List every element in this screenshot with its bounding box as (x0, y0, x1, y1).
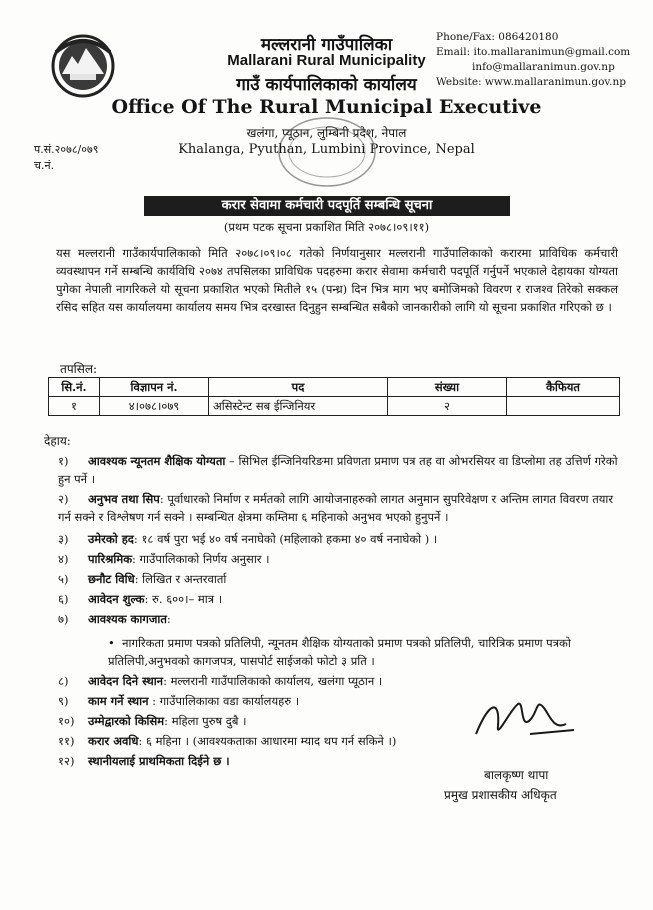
notice-paragraph: यस मल्लरानी गाउँकार्यपालिकाको मिति २०७८।०९।०८ गतेको निर्णयानुसार मल्लरानी गाउँपालिकाको करारमा प्राविधिक कर्मचारी व्यवस्थापन गर्ने सम्बन्धि कार्यविधि २०७४ तपसिलका प्राविधिक पदहरुमा करार सेवामा कर्मचारी पदपूर्ति गर्नुपर्ने भएकाले देहायका योग्यता पुगेका नेपाली नागरिकले यो सूचना प्रकाशित भएको मितीले १५ (पन्ध्र) दिन भित्र माग भए बमोजिमको विवरण र राजश्व तिरेको सक्कल रसिद सहित यस कार्यालयमा कार्यालय समय भित्र दरखास्त दिनुहुन सम्बन्धित सबैको जानकारीको लागि यो सूचना प्रकाशित गरिएको छ । (56, 246, 618, 314)
requirement-item (58, 672, 618, 690)
cell-count: २ (388, 397, 507, 416)
table-row (49, 397, 620, 416)
item-text: : गाउँपालिकाको निर्णय अनुसार । (132, 552, 270, 566)
item-number: ८) (58, 674, 69, 688)
item-text: – सिभिल ईन्जिनियरिङमा प्रविणता प्रमाण पत्र तह वा ओभरसियर वा डिप्लोमा तह उत्तिर्ण गरेको हुन पर्ने । (58, 454, 618, 486)
item-label: छनौट विधि (88, 572, 135, 586)
requirement-item (58, 570, 618, 588)
office-name-english: Office Of The Rural Municipal Executive (111, 96, 542, 118)
org-name-nepali: मल्लरानी गाउँपालिका (260, 35, 393, 55)
item-text: : मल्लरानी गाउँपालिकाको कार्यालय, खलंगा प्यूठान । (163, 674, 383, 688)
requirement-item (58, 452, 618, 488)
website: Website: www.mallaranimun.gov.np (436, 76, 626, 88)
item-number: १) (58, 454, 69, 468)
item-label: आवश्यक न्यूनतम शैक्षिक योग्यता (88, 454, 226, 468)
signatory-name: बालकृष्ण थापा (484, 768, 549, 782)
dispatch-number: च.नं. (34, 159, 55, 172)
office-stamp-icon (272, 112, 382, 192)
item-number: ९) (58, 694, 69, 708)
signatory-title: प्रमुख प्रशासकीय अधिकृत (444, 788, 557, 802)
item-number: ६) (58, 592, 69, 606)
bullet-icon: • (108, 636, 123, 650)
item-number: १०) (58, 714, 75, 728)
phone-fax: Phone/Fax: 086420180 (436, 31, 559, 43)
item-label: उम्मेद्वारको किसिम (88, 714, 165, 728)
item-text: : ६ महिना । (आवश्यकताका आधारमा म्याद थप गर्न सकिने ।) (138, 734, 397, 748)
requirement-item (58, 610, 618, 628)
item-number: ५) (58, 572, 69, 586)
requirement-item (58, 550, 618, 568)
address-english: Khalanga, Pyuthan, Lumbini Province, Nepal (178, 142, 475, 157)
col-post: पद (209, 378, 388, 397)
address-nepali: खलंगा, प्यूठान, लुम्बिनी प्रदेश, नेपाल (246, 126, 407, 140)
item-number: ७) (58, 612, 69, 626)
cell-serial: १ (49, 397, 100, 416)
item-label: करार अवधि (88, 734, 139, 748)
item-label: आवश्यक कागजात (88, 612, 167, 626)
notice-title: करार सेवामा कर्मचारी पदपूर्ति सम्बन्धि सूचना (144, 196, 510, 216)
table-header-row (49, 378, 620, 397)
cell-post: असिस्टेन्ट सब ईन्जिनियर (209, 397, 388, 416)
col-advert-no: विज्ञापन नं. (100, 378, 209, 397)
item-number: ३) (58, 532, 69, 546)
contact-block (436, 30, 630, 90)
org-name-english: Mallarani Rural Municipality (227, 52, 426, 69)
office-name-nepali: गाउँ कार्यपालिकाको कार्यालय (236, 75, 417, 95)
item-number: ४) (58, 552, 69, 566)
reference-number: प.सं.२०७८/०७९ (34, 143, 99, 156)
col-serial: सि.नं. (49, 378, 100, 397)
item-label: स्थानीयलाई प्राथमिकता दिईने छ । (88, 754, 230, 768)
item-label: अनुभव तथा सिप (88, 492, 160, 506)
requirement-item (58, 490, 618, 526)
item-number: १२) (58, 754, 75, 768)
schedule-label: तपसिल: (60, 362, 98, 376)
item-label: काम गर्ने स्थान (88, 694, 149, 708)
requirement-item (58, 530, 618, 548)
item-label: आवेदन शुल्क (88, 592, 145, 606)
item-text: : रु. ६००।– मात्र । (144, 592, 223, 606)
reference-block (34, 142, 98, 174)
col-count: संख्या (388, 378, 507, 397)
notice-subtitle: (प्रथम पटक सूचना प्रकाशित मिति २०७८।०९।११) (223, 220, 430, 234)
item-text: : (166, 612, 171, 626)
email-primary: Email: ito.mallaranimun@gmail.com (436, 46, 631, 58)
item-text: : गाउँपालिकाका वडा कार्यालयहरु । (148, 694, 300, 708)
item-text: : लिखित र अन्तरवार्ता (134, 572, 227, 586)
item-text: : पूर्वाधारको निर्माण र मर्मतको लागि आयोजनाहरुको लागत अनुमान सुपरिवेक्षण र अन्तिम लागत विवरण तयार गर्न सक्ने र विश्लेषण गर्न सक्ने । सम्बन्धित क्षेत्रमा कम्तिमा ६ महिनाको अनुभव भएको हुनुपर्ने । (58, 492, 614, 524)
item-text: : १८ वर्ष पुरा भई ४० वर्ष ननाघेको (महिलाको हकमा ४० वर्ष ननाघेको ) । (133, 532, 438, 546)
cell-remarks (507, 397, 620, 416)
vacancy-table (48, 377, 620, 416)
cell-advert-no: ४।०७८।०७९ (100, 397, 209, 416)
col-remarks: कैफियत (507, 378, 620, 397)
item-label: उमेरको हद (88, 532, 134, 546)
signature-icon (470, 690, 580, 750)
item-label: पारिश्रमिक (88, 552, 133, 566)
requirement-item (58, 590, 618, 608)
email-secondary: info@mallaranimun.gov.np (472, 61, 615, 73)
documents-list-item (108, 634, 616, 670)
item-number: २) (58, 492, 69, 506)
item-number: ११) (58, 734, 75, 748)
requirements-heading: देहाय: (44, 434, 71, 448)
item-text: : महिला पुरुष दुबै । (164, 714, 247, 728)
item-label: आवेदन दिने स्थान (88, 674, 164, 688)
documents-text: नागरिकता प्रमाण पत्रको प्रतिलिपी, न्यूनतम शैक्षिक योग्यताको प्रमाण पत्रको प्रतिलिपी, चारित्रिक प्रमाण पत्रको प्रतिलिपी,अनुभवको कागजपत्र, पासपोर्ट साईजको फोटो ३ प्रति । (108, 636, 571, 668)
